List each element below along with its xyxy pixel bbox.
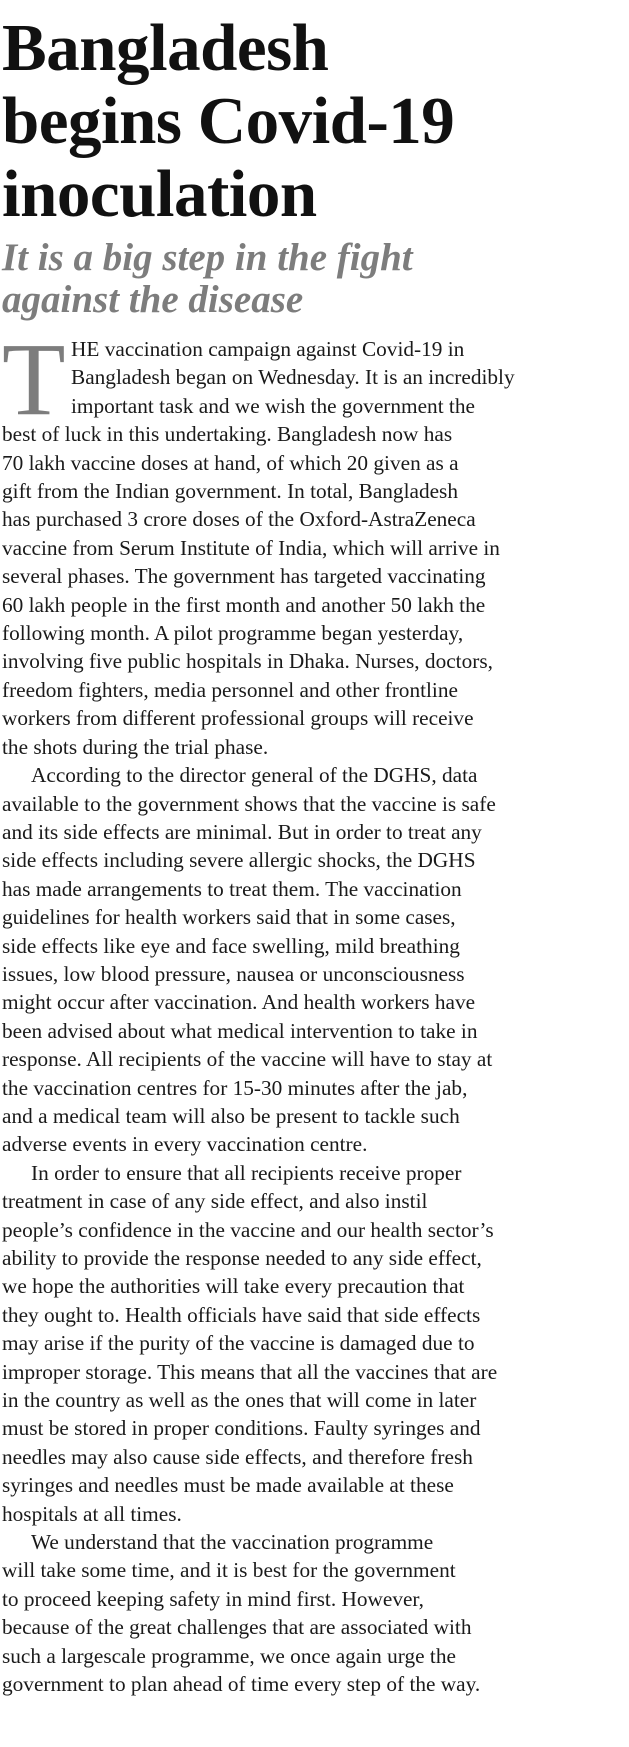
text-line: such a largescale programme, we once again urge the	[2, 1643, 456, 1668]
text-line: workers from different professional groups will receive	[2, 706, 474, 731]
paragraph-4	[2, 1528, 624, 1698]
text-line: side effects including severe allergic shocks, the DGHS	[2, 848, 476, 873]
text-line: the shots during the trial phase.	[2, 734, 269, 759]
text-line: hospitals at all times.	[2, 1501, 182, 1526]
subheadline-line: against the disease	[2, 278, 304, 321]
headline-line: inoculation	[2, 157, 317, 231]
text-line: people’s confidence in the vaccine and our health sector’s	[2, 1217, 494, 1242]
text-line: because of the great challenges that are associated with	[2, 1615, 472, 1640]
text-line: has made arrangements to treat them. The vaccination	[2, 876, 462, 901]
text-line: issues, low blood pressure, nausea or unconsciousness	[2, 961, 465, 986]
text-line: best of luck in this undertaking. Bangladesh now has	[2, 422, 453, 447]
text-line: In order to ensure that all recipients receive proper	[31, 1160, 462, 1185]
text-line: might occur after vaccination. And health workers have	[2, 990, 476, 1015]
subheadline-line: It is a big step in the fight	[2, 236, 413, 279]
text-line: must be stored in proper conditions. Faulty syringes and	[2, 1416, 481, 1441]
text-line: vaccine from Serum Institute of India, which will arrive in	[2, 535, 500, 560]
text-line: side effects like eye and face swelling, mild breathing	[2, 933, 460, 958]
text-line: 70 lakh vaccine doses at hand, of which 20 given as a	[2, 450, 459, 475]
text-line: will take some time, and it is best for the government	[2, 1558, 456, 1583]
text-line: response. All recipients of the vaccine will have to stay at	[2, 1047, 493, 1072]
text-line: adverse events in every vaccination centre.	[2, 1132, 368, 1157]
subheadline	[2, 237, 624, 321]
text-line: guidelines for health workers said that in some cases,	[2, 905, 456, 930]
text-line: involving five public hospitals in Dhaka. Nurses, doctors,	[2, 649, 493, 674]
headline-line: begins Covid-19	[2, 84, 455, 158]
text-line: and its side effects are minimal. But in order to treat any	[2, 819, 482, 844]
text-line: treatment in case of any side effect, and also instil	[2, 1189, 428, 1214]
text-line: government to plan ahead of time every step of the way.	[2, 1672, 481, 1697]
text-line: syringes and needles must be made available at these	[2, 1473, 454, 1498]
text-line: improper storage. This means that all the vaccines that are	[2, 1359, 498, 1384]
text-line: HE vaccination campaign against Covid-19 in	[71, 337, 465, 361]
text-line: Bangladesh began on Wednesday. It is an incredibly	[71, 365, 515, 390]
text-line: and a medical team will also be present to tackle such	[2, 1103, 460, 1128]
text-line: freedom fighters, media personnel and other frontline	[2, 677, 458, 702]
text-line: we hope the authorities will take every precaution that	[2, 1274, 465, 1299]
editorial-article	[2, 0, 624, 1699]
text-line: available to the government shows that the vaccine is safe	[2, 791, 496, 816]
text-line: may arise if the purity of the vaccine is damaged due to	[2, 1331, 475, 1356]
text-line: ability to provide the response needed to any side effect,	[2, 1246, 482, 1270]
article-body	[2, 322, 624, 1699]
text-line: several phases. The government has targeted vaccinating	[2, 564, 486, 589]
headline-line: Bangladesh	[2, 11, 329, 85]
text-line: the vaccination centres for 15-30 minutes after the jab,	[2, 1075, 468, 1100]
text-line: needles may also cause side effects, and therefore fresh	[2, 1444, 473, 1469]
text-line: has purchased 3 crore doses of the Oxford-AstraZeneca	[2, 507, 476, 532]
text-line: in the country as well as the ones that will come in later	[2, 1388, 477, 1413]
text-line: following month. A pilot programme began yesterday,	[2, 621, 464, 646]
text-line: to proceed keeping safety in mind first. However,	[2, 1586, 424, 1611]
paragraph-3	[2, 1159, 624, 1528]
text-line: gift from the Indian government. In total, Bangladesh	[2, 479, 458, 504]
text-line: been advised about what medical intervention to take in	[2, 1018, 478, 1043]
drop-cap: T	[2, 322, 66, 437]
text-line: they ought to. Health officials have said that side effects	[2, 1302, 481, 1327]
text-line: According to the director general of the DGHS, data	[31, 763, 478, 788]
text-line: 60 lakh people in the first month and another 50 lakh the	[2, 592, 486, 617]
text-line: important task and we wish the government the	[71, 393, 475, 418]
headline	[2, 0, 624, 231]
paragraph-1	[2, 322, 624, 761]
text-line: We understand that the vaccination programme	[31, 1530, 434, 1555]
paragraph-2	[2, 761, 624, 1159]
